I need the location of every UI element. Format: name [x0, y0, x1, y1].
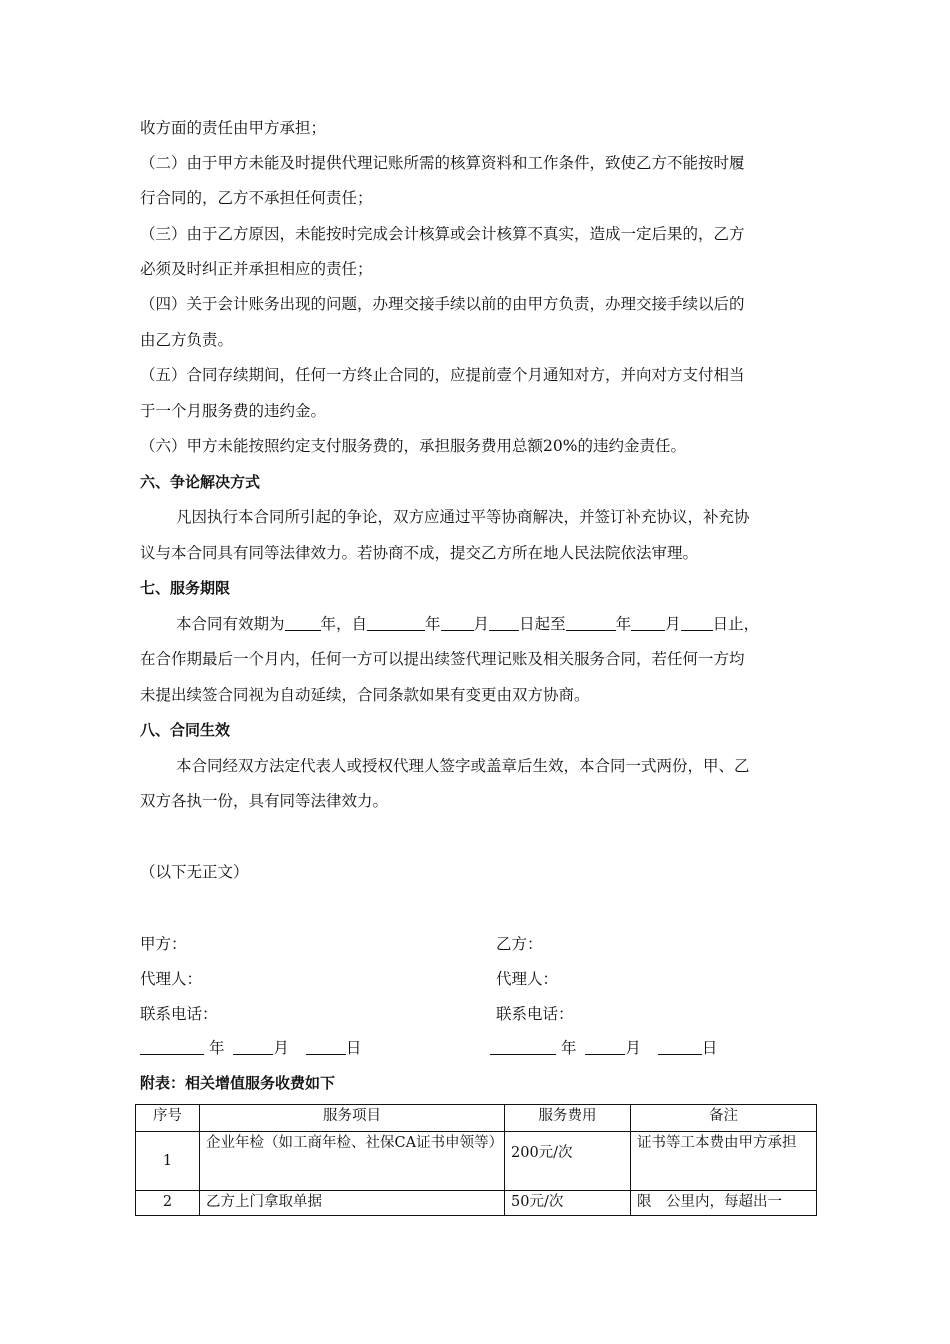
end-year-blank[interactable] [566, 616, 616, 631]
date-month-label: 月 [625, 1039, 641, 1057]
party-a-year-blank[interactable] [140, 1040, 204, 1055]
term-years-blank[interactable] [285, 616, 321, 631]
section7-term-line [176, 614, 856, 634]
clause-line: （六）甲方未能按照约定支付服务费的，承担服务费用总额20%的违约金责任。 [140, 437, 686, 455]
start-month-blank[interactable] [441, 616, 474, 631]
row-item: 企业年检（如工商年检、社保CA证书申领等） [200, 1132, 505, 1191]
end-month-blank[interactable] [631, 616, 665, 631]
party-b-year-blank[interactable] [490, 1040, 556, 1055]
term-text: 年，自 [320, 615, 368, 633]
clause-line: 由乙方负责。 [140, 331, 234, 349]
party-b-date [490, 1038, 717, 1058]
party-a-day-blank[interactable] [306, 1040, 346, 1055]
row-item: 乙方上门拿取单据 [200, 1191, 505, 1216]
term-text: 日止， [712, 615, 760, 633]
term-text: 年 [615, 615, 632, 633]
date-day-label: 日 [345, 1039, 362, 1057]
clause-line: 行合同的，乙方不承担任何责任； [140, 189, 373, 207]
end-day-blank[interactable] [681, 616, 713, 631]
start-year-blank[interactable] [367, 616, 425, 631]
section6-heading: 六、争论解决方式 [140, 473, 261, 491]
party-b-agent-label: 代理人： [496, 970, 559, 988]
party-a-date [140, 1038, 361, 1058]
date-year-label: 年 [208, 1039, 225, 1057]
col-header-fee: 服务费用 [505, 1105, 631, 1132]
term-text: 月 [473, 615, 490, 633]
row-no: 2 [136, 1191, 200, 1216]
section7-text: 在合作期最后一个月内，任何一方可以提出续签代理记账及相关服务合同，若任何一方均 [140, 650, 745, 668]
date-month-label: 月 [273, 1039, 289, 1057]
clause-line: 于一个月服务费的违约金。 [140, 402, 327, 420]
section6-text: 凡因执行本合同所引起的争论，双方应通过平等协商解决，并签订补充协议，补充协 [176, 508, 750, 526]
section6-text: 议与本合同具有同等法律效力。若协商不成，提交乙方所在地人民法院依法审理。 [140, 544, 699, 562]
clause-line: （五）合同存续期间，任何一方终止合同的，应提前壹个月通知对方，并向对方支付相当 [140, 366, 745, 384]
fee-table-header [136, 1105, 817, 1132]
row-fee: 200元/次 [505, 1132, 631, 1191]
party-a-label: 甲方： [140, 935, 187, 953]
fee-table [135, 1104, 817, 1216]
clause-line: 必须及时纠正并承担相应的责任； [140, 260, 373, 278]
row-note: 限 公里内，每超出一 [631, 1191, 817, 1216]
term-text: 月 [665, 615, 681, 633]
row-no: 1 [136, 1132, 200, 1191]
col-header-item: 服务项目 [200, 1105, 505, 1132]
term-text: 日起至 [519, 615, 566, 633]
clause-line: （四）关于会计账务出现的问题，办理交接手续以前的由甲方负责，办理交接手续以后的 [140, 295, 745, 313]
start-day-blank[interactable] [489, 616, 519, 631]
col-header-no: 序号 [136, 1105, 200, 1132]
party-a-month-blank[interactable] [233, 1040, 273, 1055]
party-a-agent-label: 代理人： [140, 970, 203, 988]
clause-line: 收方面的责任由甲方承担； [140, 119, 327, 137]
term-text: 年 [425, 615, 441, 633]
col-header-note: 备注 [631, 1105, 817, 1132]
party-b-month-blank[interactable] [585, 1040, 625, 1055]
section7-heading: 七、服务期限 [140, 579, 231, 597]
party-b-phone-label: 联系电话： [496, 1005, 574, 1023]
date-day-label: 日 [701, 1039, 718, 1057]
party-a-phone-label: 联系电话： [140, 1005, 218, 1023]
section8-text: 本合同经双方法定代表人或授权代理人签字或盖章后生效，本合同一式两份，甲、乙 [176, 757, 750, 775]
date-year-label: 年 [560, 1039, 577, 1057]
table-row [136, 1132, 817, 1191]
table-row [136, 1191, 817, 1216]
appendix-title: 附表：相关增值服务收费如下 [140, 1074, 336, 1092]
row-note: 证书等工本费由甲方承担 [631, 1132, 817, 1191]
party-b-day-blank[interactable] [658, 1040, 702, 1055]
section7-text: 未提出续签合同视为自动延续，合同条款如果有变更由双方协商。 [140, 686, 590, 704]
end-note: （以下无正文） [140, 863, 249, 881]
row-fee: 50元/次 [505, 1191, 631, 1216]
term-text: 本合同有效期为 [176, 615, 285, 633]
party-b-label: 乙方： [496, 935, 543, 953]
section8-text: 双方各执一份，具有同等法律效力。 [140, 792, 389, 810]
clause-line: （三）由于乙方原因，未能按时完成会计核算或会计核算不真实，造成一定后果的，乙方 [140, 225, 745, 243]
section8-heading: 八、合同生效 [140, 721, 231, 739]
clause-line: （二）由于甲方未能及时提供代理记账所需的核算资料和工作条件，致使乙方不能按时履 [140, 154, 745, 172]
